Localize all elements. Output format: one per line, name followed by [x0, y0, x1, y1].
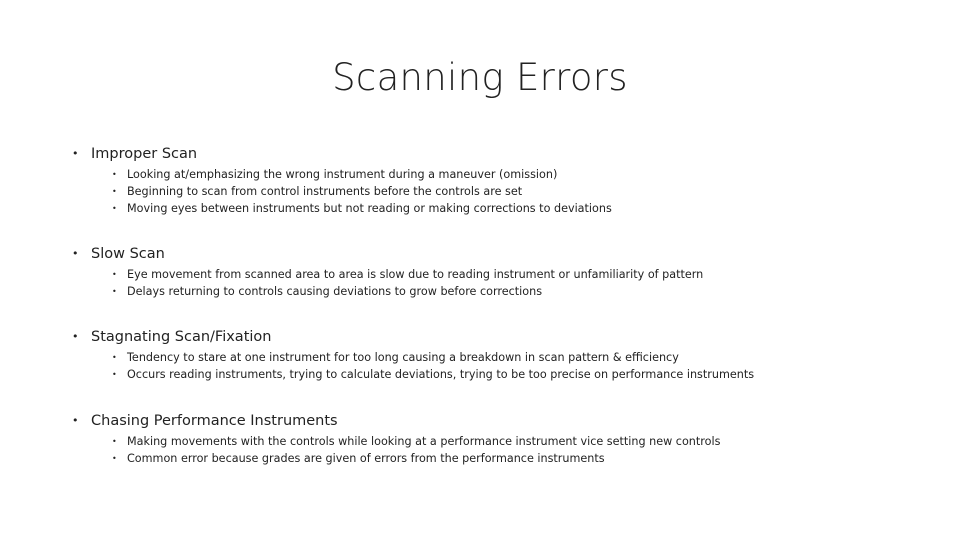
bullet-icon: • — [112, 370, 117, 379]
bullet-icon: • — [112, 204, 117, 213]
bullet-icon: • — [112, 454, 117, 463]
sub-bullet-list — [112, 349, 754, 383]
bullet-icon: • — [112, 187, 117, 196]
section-improper-scan — [72, 145, 612, 217]
bullet-icon: • — [112, 287, 117, 296]
list-item-text: Common error because grades are given of errors from the performance instruments — [127, 452, 605, 465]
section-heading-text: Slow Scan — [91, 246, 165, 262]
bullet-icon: • — [112, 270, 117, 279]
list-item — [112, 200, 612, 217]
list-item-text: Beginning to scan from control instruments before the controls are set — [127, 185, 523, 198]
list-item — [112, 450, 720, 467]
list-item-text: Making movements with the controls while looking at a performance instrument vice setting new controls — [127, 435, 721, 448]
sub-bullet-list — [112, 166, 612, 217]
section-stagnating-scan — [72, 328, 754, 383]
bullet-icon: • — [72, 414, 79, 427]
list-item-text: Tendency to stare at one instrument for too long causing a breakdown in scan pattern & efficiency — [127, 351, 679, 364]
section-heading — [72, 245, 703, 263]
sub-bullet-list — [112, 266, 703, 300]
list-item — [112, 349, 754, 366]
slide-title: Scanning Errors — [332, 56, 628, 99]
list-item — [112, 366, 754, 383]
section-heading-text: Stagnating Scan/Fixation — [91, 329, 272, 345]
bullet-icon: • — [72, 147, 79, 160]
list-item — [112, 266, 703, 283]
section-heading — [72, 412, 720, 430]
list-item-text: Looking at/emphasizing the wrong instrument during a maneuver (omission) — [127, 168, 558, 181]
list-item — [112, 166, 612, 183]
list-item-text: Eye movement from scanned area to area is slow due to reading instrument or unfamiliarity of pattern — [127, 268, 704, 281]
list-item — [112, 283, 703, 300]
section-heading-text: Improper Scan — [91, 146, 198, 162]
section-heading — [72, 328, 754, 346]
section-heading — [72, 145, 612, 163]
list-item — [112, 433, 720, 450]
section-chasing-performance — [72, 412, 720, 467]
section-heading-text: Chasing Performance Instruments — [91, 413, 338, 429]
bullet-icon: • — [72, 247, 79, 260]
list-item-text: Delays returning to controls causing deviations to grow before corrections — [127, 285, 543, 298]
bullet-icon: • — [112, 437, 117, 446]
bullet-icon: • — [72, 330, 79, 343]
bullet-icon: • — [112, 170, 117, 179]
section-slow-scan — [72, 245, 703, 300]
bullet-icon: • — [112, 353, 117, 362]
sub-bullet-list — [112, 433, 720, 467]
list-item-text: Moving eyes between instruments but not reading or making corrections to deviations — [127, 202, 612, 215]
list-item-text: Occurs reading instruments, trying to calculate deviations, trying to be too precise on performance instruments — [127, 368, 755, 381]
list-item — [112, 183, 612, 200]
